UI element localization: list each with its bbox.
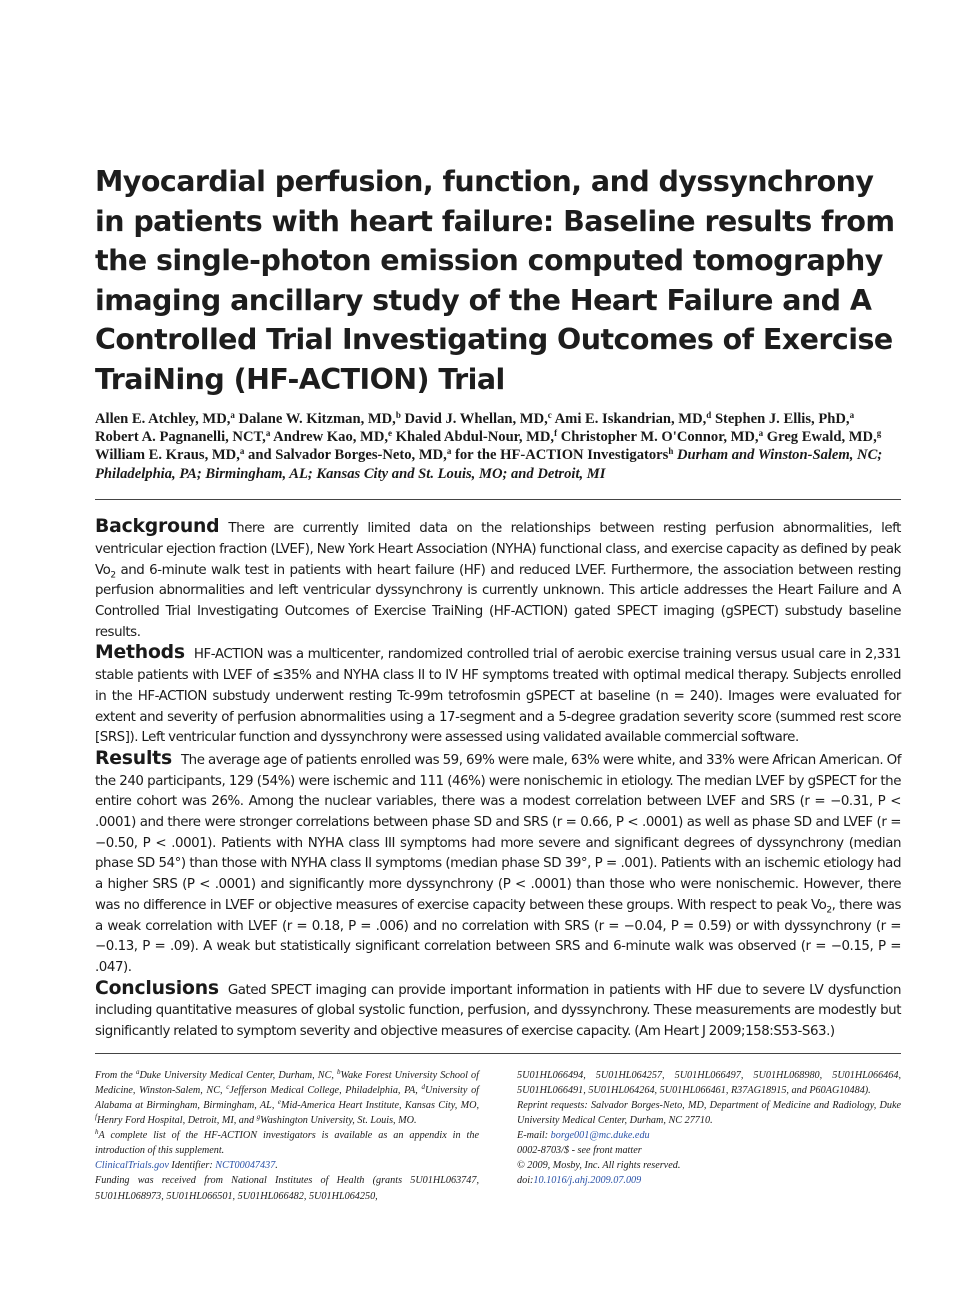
trial-label: Identifier:	[168, 1160, 216, 1172]
author-name: Dalane W. Kitzman, MD,	[238, 410, 396, 427]
affiliation-line: Durham and Winston-Salem, NC; Philadelphia, PA; Birmingham, AL; Kansas City and St. Louis, MO; and Detroit, MI	[95, 447, 883, 482]
author-affiliation-sup: a	[265, 427, 271, 438]
aff-sup-g: g	[256, 1113, 261, 1122]
trial-id-link[interactable]: NCT00047437	[215, 1160, 276, 1172]
footnotes-left-column	[95, 1068, 479, 1204]
author-affiliation-sup: c	[547, 409, 552, 420]
affiliation-c: Jefferson Medical College, Philadelphia, PA,	[229, 1084, 422, 1096]
author-affiliation-sup: a	[230, 409, 235, 420]
affiliation-g: Washington University, St. Louis, MO.	[260, 1115, 417, 1127]
clinicaltrials-link[interactable]: ClinicalTrials.gov	[95, 1160, 169, 1172]
author-name: Andrew Kao, MD,	[273, 428, 389, 445]
email-line	[517, 1128, 901, 1143]
investigators-note: A complete list of the HF-ACTION investigators is available as an appendix in the introduction of this supplement.	[95, 1130, 479, 1157]
conclusions-heading: Conclusions	[95, 977, 219, 999]
author-affiliation-sup: a	[849, 409, 855, 420]
aff-sup-f: f	[95, 1113, 97, 1122]
author-affiliation-sup: b	[395, 409, 401, 420]
author-affiliation-sup: d	[706, 409, 712, 420]
author-name: Robert A. Pagnanelli, NCT,	[95, 428, 266, 445]
results-heading: Results	[95, 747, 172, 769]
author-affiliation-sup: h	[668, 446, 674, 457]
abstract-background	[95, 517, 901, 643]
footnotes-right-column	[517, 1068, 901, 1204]
author-name: William E. Kraus, MD,	[95, 447, 240, 464]
background-text-1: There are currently limited data on the relationships between resting perfusion abnormalities, left ventricular ejection fraction (LVEF), New York Heart Association (NYHA) functional class, and exercise capacity as defined by peak Vo	[95, 521, 901, 578]
results-subscript: 2	[826, 905, 832, 916]
author-name: Greg Ewald, MD,	[766, 428, 877, 445]
author-name: for the HF-ACTION Investigators	[454, 447, 669, 464]
from-prefix: From the	[95, 1069, 136, 1081]
email-link[interactable]: borge001@mc.duke.edu	[550, 1130, 650, 1142]
abstract-conclusions	[95, 979, 901, 1043]
author-name: Khaled Abdul-Nour, MD,	[395, 428, 555, 445]
trial-identifier	[95, 1158, 479, 1173]
author-name: Stephen J. Ellis, PhD,	[714, 410, 850, 427]
author-name: Ami E. Iskandrian, MD,	[554, 410, 707, 427]
grants-footnote: 5U01HL066494, 5U01HL064257, 5U01HL066497, 5U01HL068980, 5U01HL066464, 5U01HL066491, 5U01HL064264, 5U01HL066461, R37AG18915, and P60AG10484).	[517, 1069, 901, 1096]
affiliation-a: Duke University Medical Center, Durham, NC,	[139, 1069, 338, 1081]
aff-sup-e: e	[277, 1097, 281, 1106]
background-text-2: and 6-minute walk test in patients with heart failure (HF) and reduced LVEF. Furthermore, the association between resting perfusion abnormalities and left ventricular dyssynchrony is currently unknown. This article addresses the Heart Failure and A Controlled Trial Investigating Outcomes of Exercise TraiNing (HF-ACTION) gated SPECT imaging (gSPECT) substudy baseline results.	[95, 562, 901, 640]
issn-line: 0002-8703/$ - see front matter	[517, 1145, 642, 1157]
top-divider	[95, 499, 901, 500]
aff-sup-h: h	[95, 1128, 99, 1137]
background-subscript: 2	[110, 570, 116, 581]
article-page	[95, 162, 901, 1204]
author-list	[95, 410, 901, 484]
author-affiliation-sup: a	[758, 427, 764, 438]
affiliation-e: Mid-America Heart Institute, Kansas City, MO,	[280, 1099, 479, 1111]
doi-link[interactable]: 10.1016/j.ahj.2009.07.009	[533, 1175, 642, 1187]
author-name: Allen E. Atchley, MD,	[95, 410, 231, 427]
author-affiliation-sup: e	[388, 427, 393, 438]
affiliation-d: University of Alabama at Birmingham, Birmingham, AL,	[95, 1084, 479, 1111]
funding-footnote: Funding was received from National Institutes of Health (grants 5U01HL063747, 5U01HL068973, 5U01HL066501, 5U01HL066482, 5U01HL064250,	[95, 1175, 479, 1202]
results-text-2: , there was a weak correlation with LVEF (r = 0.18, P = .006) and no correlation with SRS (r = −0.04, P = 0.59) or with dyssynchrony (r = −0.13, P = .09). A weak but statistically significant correlation between SRS and 6-minute walk was observed (r = −0.15, P = .047).	[95, 897, 901, 975]
affiliation-b: Wake Forest University School of Medicine, Winston-Salem, NC,	[95, 1069, 479, 1096]
aff-sup-d: d	[421, 1082, 425, 1091]
investigators-footnote	[95, 1128, 479, 1158]
article-title: Myocardial perfusion, function, and dyssynchrony in patients with heart failure: Baseline results from the single-photon emission computed tomography imaging ancillary study of the Heart Failure and A Controlled Trial Investigating Outcomes of Exercise TraiNing (HF-ACTION) Trial	[95, 165, 895, 396]
methods-text: HF-ACTION was a multicenter, randomized controlled trial of aerobic exercise training versus usual care in 2,331 stable patients with LVEF of ≤35% and NYHA class II to IV HF symptoms treated with optimal medical therapy. Subjects enrolled in the HF-ACTION substudy underwent resting Tc-99m tetrofosmin gSPECT at baseline (n = 240). Images were evaluated for extent and severity of perfusion abnormalities using a 17-segment and a 5-degree gradation severity score (summed rest score [SRS]). Left ventricular function and dyssynchrony were assessed using validated available commercial software.	[95, 647, 901, 746]
doi-line	[517, 1173, 901, 1188]
email-label: E-mail:	[517, 1130, 551, 1142]
aff-sup-a: a	[135, 1067, 140, 1076]
aff-sup-c: c	[226, 1082, 230, 1091]
author-name: David J. Whellan, MD,	[404, 410, 548, 427]
methods-heading: Methods	[95, 642, 185, 664]
affiliations-footnote	[95, 1068, 479, 1128]
author-affiliation-sup: a	[239, 446, 245, 457]
background-heading: Background	[95, 516, 220, 538]
copyright-line: © 2009, Mosby, Inc. All rights reserved.	[517, 1160, 681, 1172]
aff-sup-b: b	[337, 1067, 341, 1076]
results-text-1: The average age of patients enrolled was 59, 69% were male, 63% were white, and 33% were African American. Of the 240 participants, 129 (54%) were ischemic and 111 (46%) were nonischemic in etiology. The median LVEF by gSPECT for the entire cohort was 26%. Among the nuclear variables, there was a modest correlation between LVEF and SRS (r = −0.31, P < .0001) and there were stronger correlations between phase SD and SRS (r = 0.66, P < .0001) as well as phase SD and LVEF (r = −0.50, P < .0001). Patients with NYHA class III symptoms had more severe and significant degrees of dyssynchrony (median phase SD 54°) than those with NYHA class II symptoms (median phase SD 39°, P = .001). Patients with an ischemic etiology had a higher SRS (P < .0001) and significantly more dyssynchrony (P < .0001) than those who were nonischemic. However, there was no difference in LVEF or objective measures of exercise capacity between these groups. With respect to peak Vo	[95, 752, 901, 913]
footnotes	[95, 1068, 901, 1204]
abstract	[95, 517, 901, 1043]
abstract-methods	[95, 643, 901, 749]
trial-end: .	[275, 1160, 278, 1172]
doi-label: doi:	[517, 1175, 534, 1187]
affiliation-f: Henry Ford Hospital, Detroit, MI, and	[96, 1115, 257, 1127]
author-affiliation-sup: a	[446, 446, 452, 457]
author-affiliation-sup: g	[876, 427, 882, 438]
conclusions-text: Gated SPECT imaging can provide important information in patients with HF due to severe LV dysfunction including quantitative measures of global systolic function, perfusion, and dyssynchrony. These measurements are modestly but significantly related to symptom severity and objective measures of exercise capacity. (Am Heart J 2009;158:S53-S63.)	[95, 982, 901, 1040]
reprint-footnote: Reprint requests: Salvador Borges-Neto, MD, Department of Medicine and Radiology, Duke University Medical Center, Durham, NC 27710.	[517, 1099, 901, 1127]
bottom-divider	[95, 1053, 901, 1054]
author-affiliation-sup: f	[554, 427, 558, 438]
author-name: Christopher M. O'Connor, MD,	[560, 428, 759, 445]
author-name: and Salvador Borges-Neto, MD,	[248, 447, 447, 464]
abstract-results	[95, 749, 901, 979]
